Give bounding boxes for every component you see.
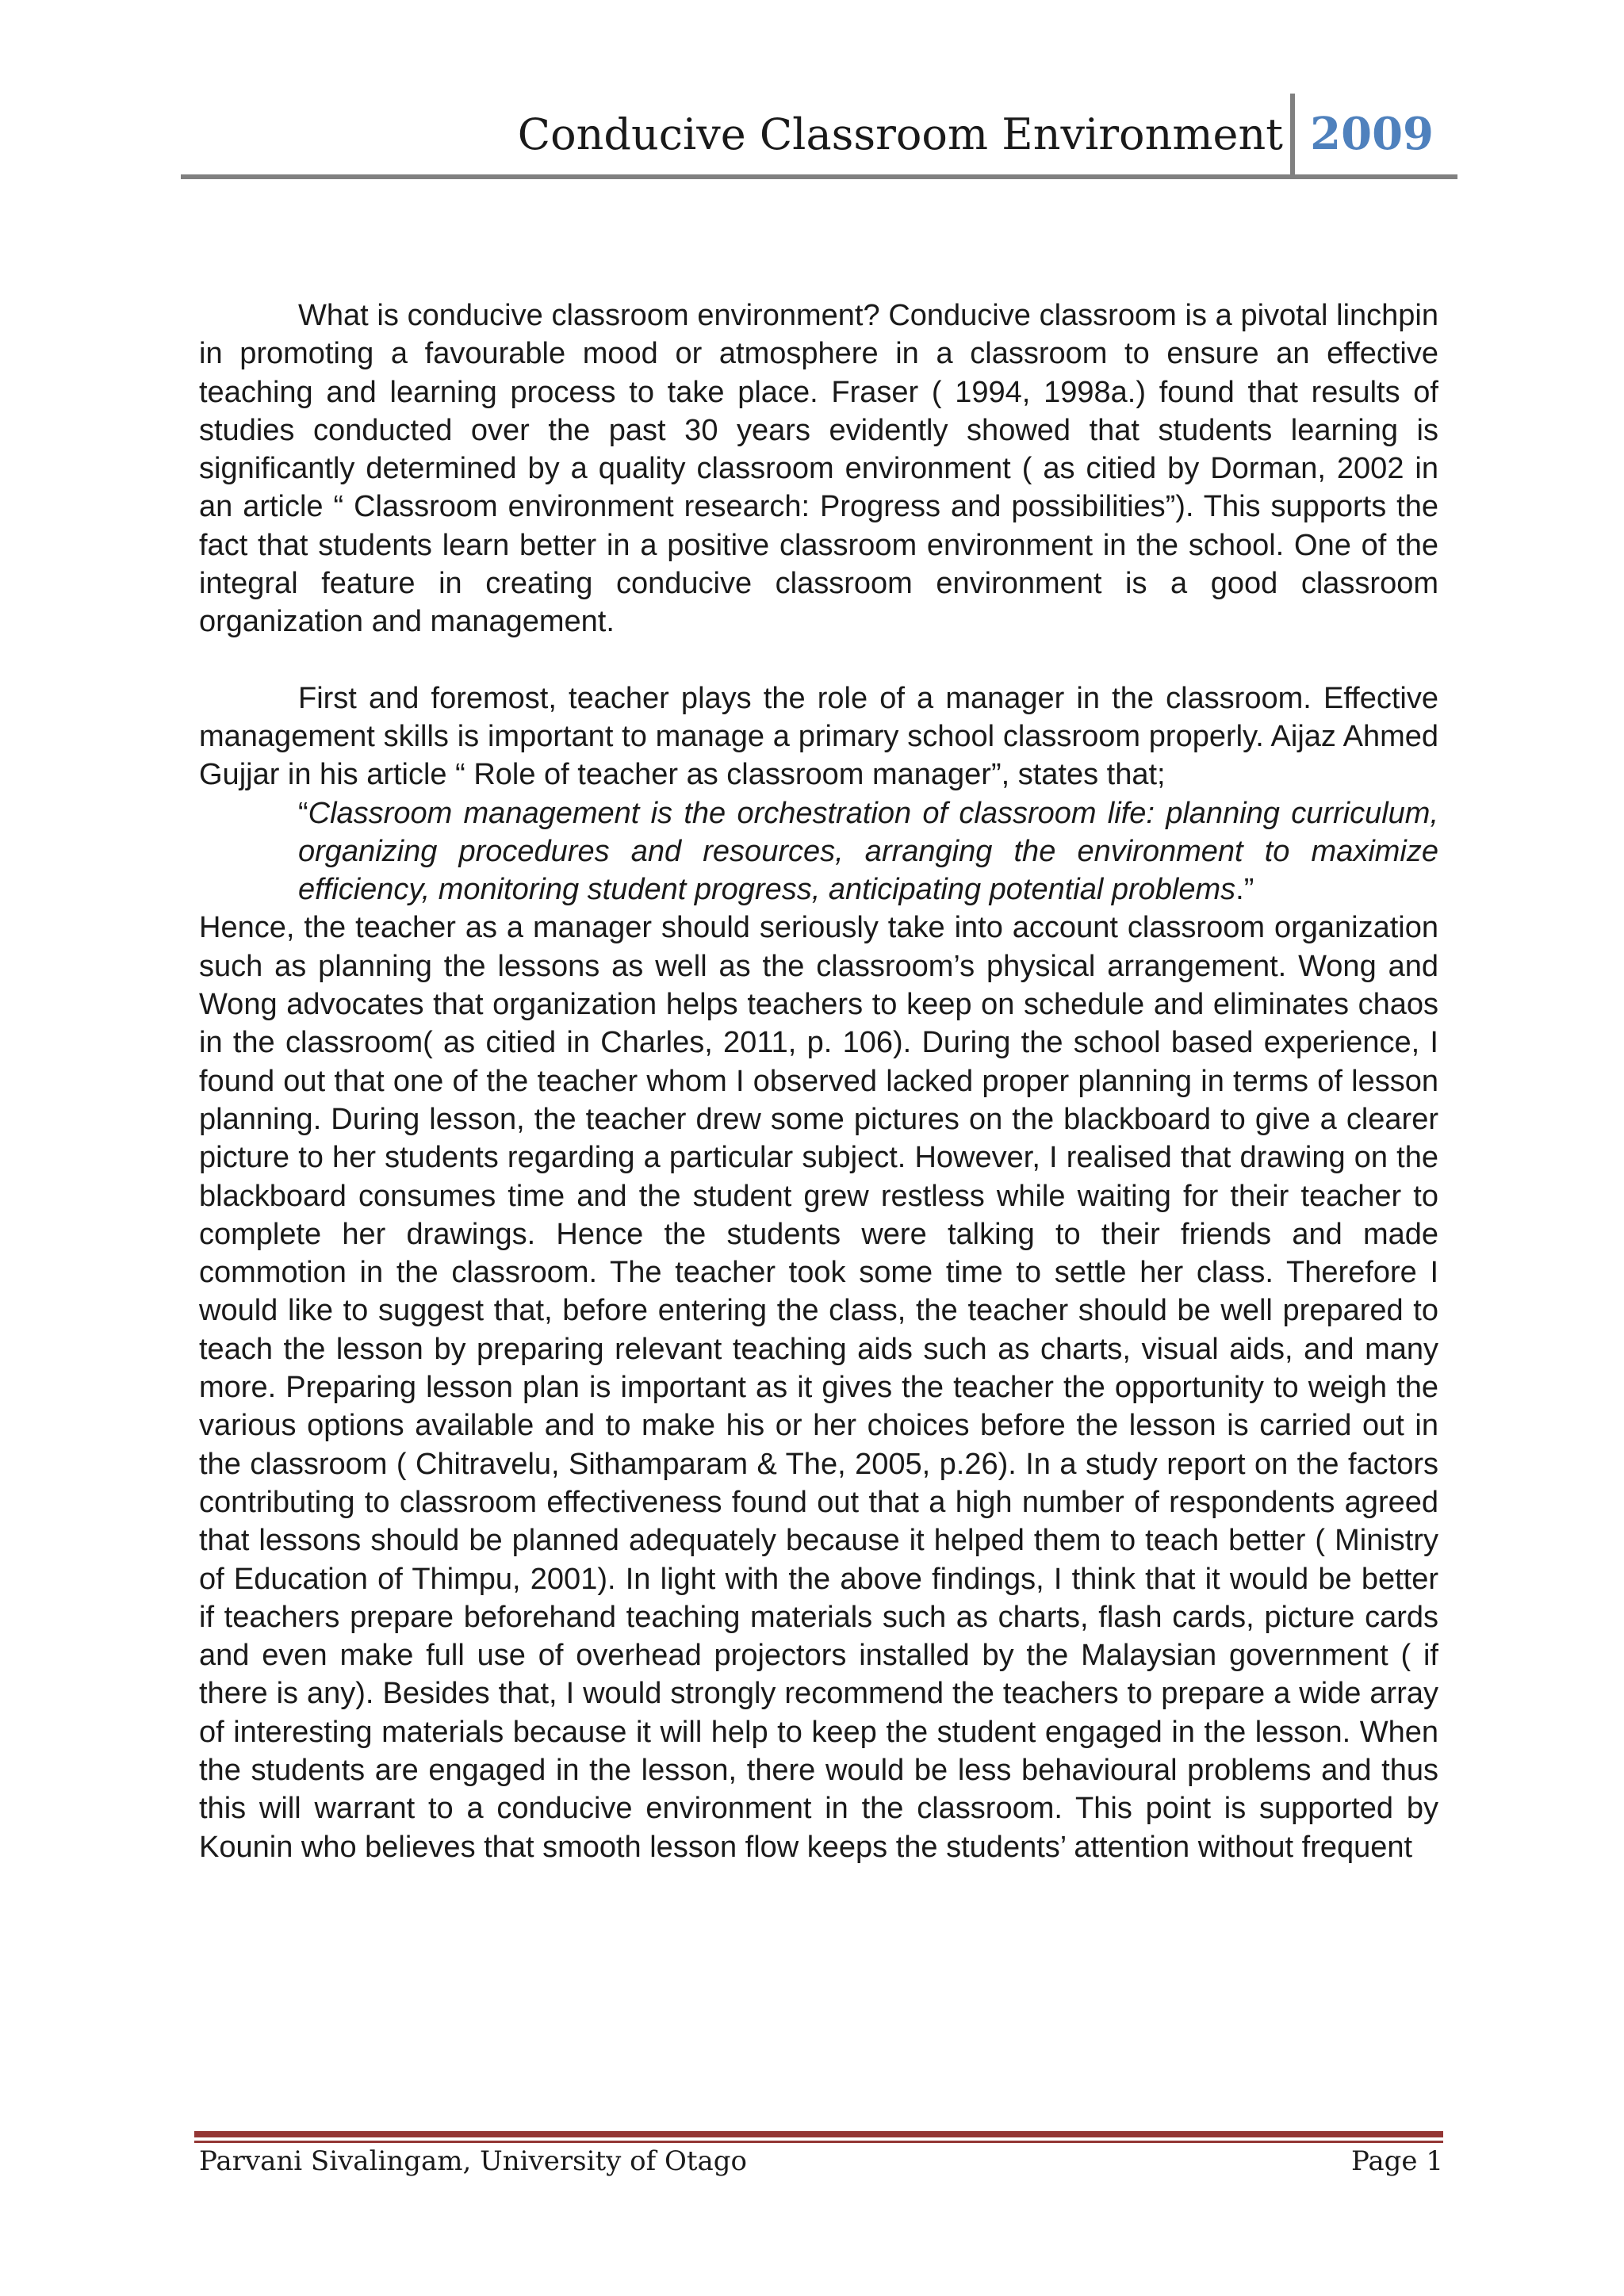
paragraph-intro: What is conducive classroom environment? Conducive classroom is a pivotal linchpin in promoting a favourable mood or atmosphere in a classroom to ensure an effective teaching and learning process to take place. Fraser ( 1994, 1998a.) found that results of studies conducted over the past 30 years evidently showed that students learning is significantly determined by a quality classroom environment ( as citied by Dorman, 2002 in an article “ Classroom environment research: Progress and possibilities”). This supports the fact that students learn better in a positive classroom environment in the school. One of the integral feature in creating conducive classroom environment is a good classroom organization and management. <box>199 299 1438 639</box>
page-header <box>181 94 1457 181</box>
header-title: Conducive Classroom Environment <box>517 109 1283 159</box>
header-rule <box>181 174 1457 179</box>
footer-rule-thick <box>194 2131 1443 2137</box>
header-year: 2009 <box>1310 108 1434 160</box>
footer-rule-thin <box>194 2141 1443 2143</box>
footer-page-number: Page 1 <box>1351 2145 1443 2177</box>
quote-close-mark: .” <box>1235 873 1254 907</box>
paragraph-teacher-manager: First and foremost, teacher plays the role of a manager in the classroom. Effective management skills is important to manage a primary school classroom properly. Aijaz Ahmed Gujjar in his article “ Role of teacher as classroom manager”, states that; <box>199 681 1438 792</box>
header-divider <box>1290 94 1295 174</box>
quote-open-mark: “ <box>298 796 308 830</box>
block-quote <box>199 794 1438 909</box>
paragraph-organization: Hence, the teacher as a manager should seriously take into account classroom organization such as planning the lessons as well as the classroom’s physical arrangement. Wong and Wong advocates that organization helps teachers to keep on schedule and eliminates chaos in the classroom( as citied in Charles, 2011, p. 106). During the school based experience, I found out that one of the teacher whom I observed lacked proper planning in terms of lesson planning. During lesson, the teacher drew some pictures on the blackboard to give a clearer picture to her students regarding a particular subject. However, I realised that drawing on the blackboard consumes time and the student grew restless while waiting for their teacher to complete her drawings. Hence the students were talking to their friends and made commotion in the classroom. The teacher took some time to settle her class. Therefore I would like to suggest that, before entering the class, the teacher should be well prepared to teach the lesson by preparing relevant teaching aids such as charts, visual aids, and many more. Preparing lesson plan is important as it gives the teacher the opportunity to weigh the various options available and to make his or her choices before the lesson is carried out in the classroom ( Chitravelu, Sithamparam & The, 2005, p.26). In a study report on the factors contributing to classroom effectiveness found out that a high number of respondents agreed that lessons should be planned adequately because it helped them to teach better ( Ministry of Education of Thimpu, 2001). In light with the above findings, I think that it would be better if teachers prepare beforehand teaching materials such as charts, flash cards, picture cards and even make full use of overhead projectors installed by the Malaysian government ( if there is any). Besides that, I would strongly recommend the teachers to prepare a wide array of interesting materials because it will help to keep the student engaged in the lesson. When the students are engaged in the lesson, there would be less behavioural problems and thus this will warrant to a conducive environment in the classroom. This point is supported by Kounin who believes that smooth lesson flow keeps the students’ attention without frequent <box>199 911 1438 1864</box>
quote-text: Classroom management is the orchestration of classroom life: planning curriculum, organizing procedures and resources, arranging the environment to maximize efficiency, monitoring student progress, anticipating potential problems <box>298 796 1438 907</box>
footer-author: Parvani Sivalingam, University of Otago <box>199 2145 748 2177</box>
document-body <box>199 297 1438 1866</box>
